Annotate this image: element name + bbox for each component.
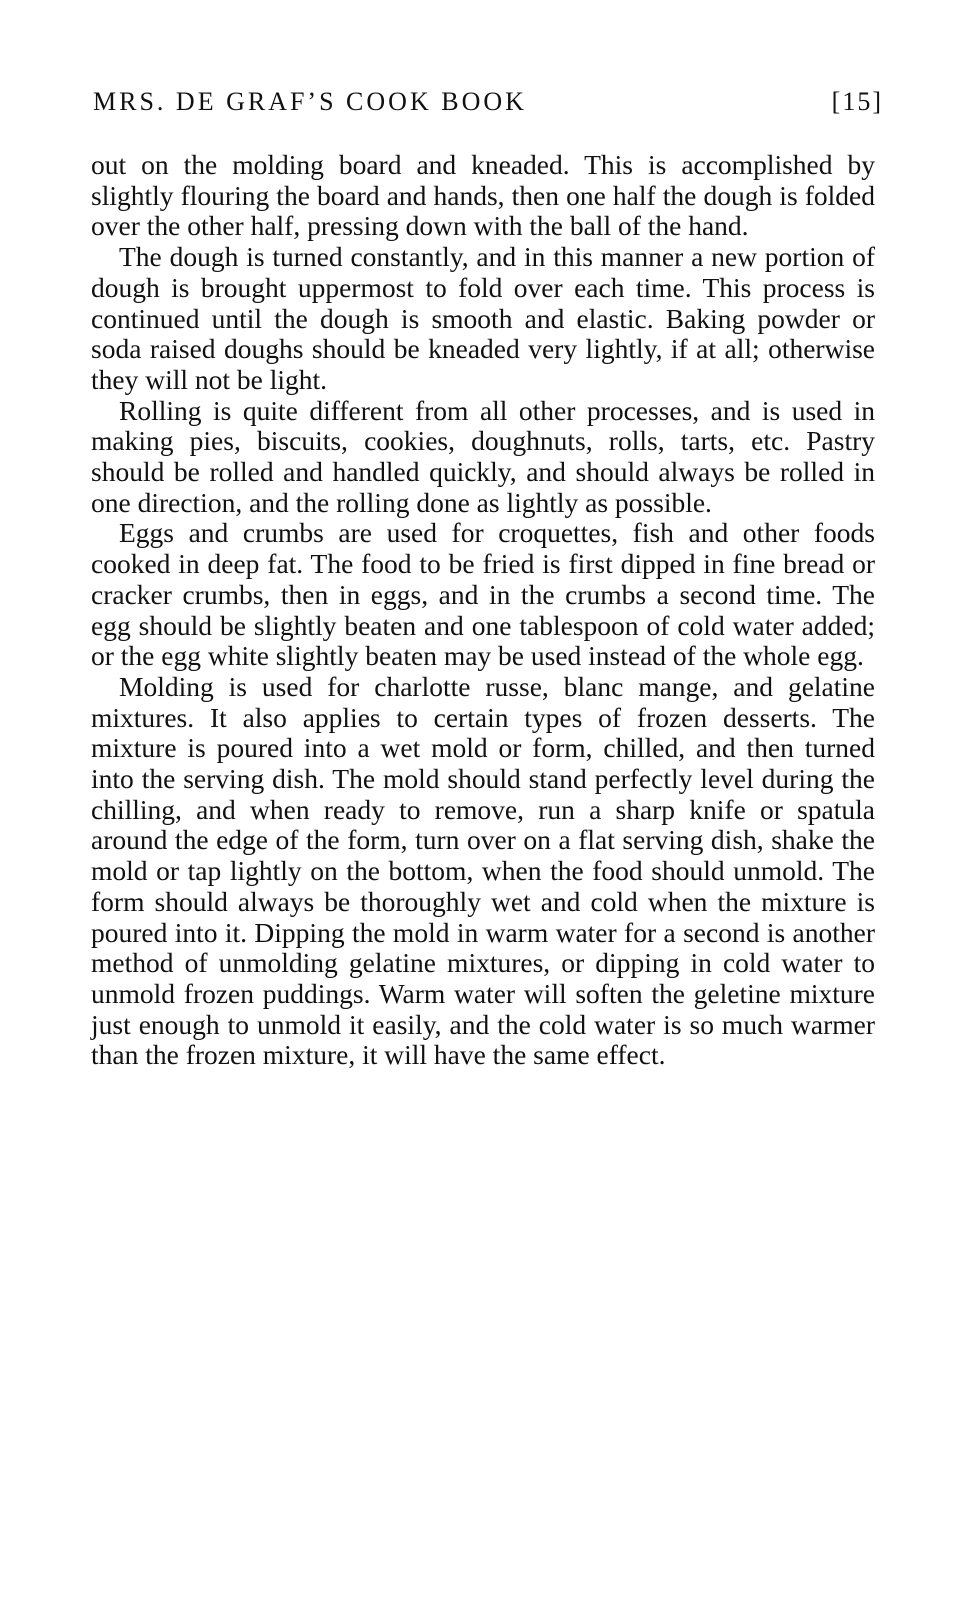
paragraph-rolling: Rolling is quite different from all other processes, and is used in making pies, biscuits, cookies, doughnuts, rolls, tarts, etc. Pastry should be rolled and handled quickly, and should always be rolled in one direction, and the rolling done as lightly as possible. bbox=[91, 394, 875, 518]
paragraph-eggs-and-crumbs: Eggs and crumbs are used for croquettes, fish and other foods cooked in deep fat. The food to be fried is first dipped in fine bread or cracker crumbs, then in eggs, and in the crumbs a second time. The egg should be slightly beaten and one tablespoon of cold water added; or the egg white slightly beaten may be used instead of the whole egg. bbox=[91, 517, 875, 672]
body-text bbox=[91, 150, 875, 1071]
paragraph-molding: Molding is used for charlotte russe, blanc mange, and gelatine mixtures. It also applies to certain types of frozen desserts. The mixture is poured into a wet mold or form, chilled, and then turned into the serving dish. The mold should stand perfectly level during the chilling, and when ready to remove, run a sharp knife or spatula around the edge of the form, turn over on a flat serving dish, shake the mold or tap lightly on the bottom, when the food should unmold. The form should always be thoroughly wet and cold when the mixture is poured into it. Dipping the mold in warm water for a second is another method of unmolding gelatine mixtures, or dipping in cold water to unmold frozen puddings. Warm water will soften the geletine mixture just enough to unmold it easily, and the cold water is so much warmer than the frozen mixture, it will have the same effect. bbox=[91, 670, 875, 1071]
running-head bbox=[93, 82, 883, 122]
paragraph-kneading-continued: out on the molding board and kneaded. This is accomplished by slightly flouring the board and hands, then one half the dough is folded over the other half, pressing down with the ball of the hand. bbox=[91, 149, 875, 242]
page-number: [15] bbox=[831, 87, 883, 116]
book-title: MRS. DE GRAF’S COOK BOOK bbox=[93, 87, 527, 116]
paragraph-kneading: The dough is turned constantly, and in this manner a new portion of dough is brought uppermost to fold over each time. This process is continued until the dough is smooth and elastic. Baking powder or soda raised doughs should be kneaded very lightly, if at all; otherwise they will not be light. bbox=[91, 241, 875, 395]
